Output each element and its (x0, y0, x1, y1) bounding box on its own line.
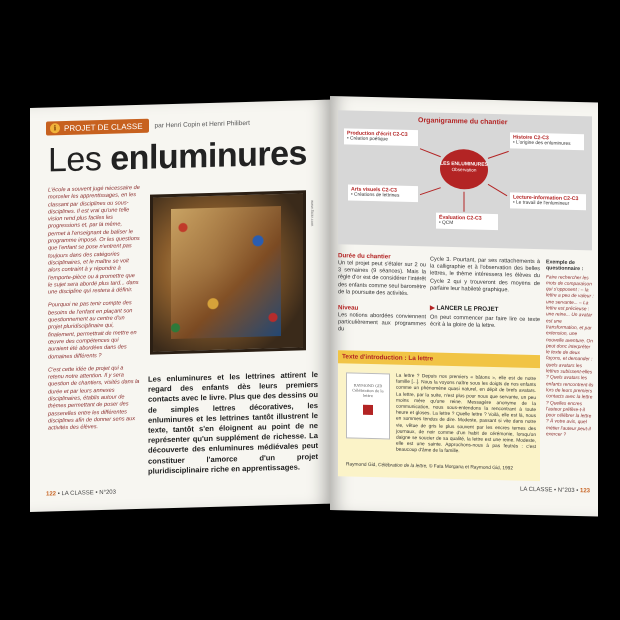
excerpt-text: La lettre ? Depuis nos premiers « bâtons », elle est de notre famille [...]. Nous la voyons naître sous les doigts de nos enfants comme un phénomène quasi naturel, en dépit de brefs avatars. La lettre, par la suite, n'est plus pour nous que servante, un peu moins mère qu'une reine. Messagère anonyme de la communication, nous sous-entendons la rencontrant à toute heure et gloses. La lettre ? Quelle lettre ? Voilà, elle est là, nous en sommes tendus de dire. Modeste, passant si vite dans notre vie, vêtue de gris le plus souvent par les encres ternes des journaux, de noir comme d'un habit de cérémonie, lorsqu'on daigne se soucier de sa qualité, la lettre est une reine. Modeste, elle est une sainte. Approchons-nous à pas feutrés : c'est beaucoup d'âme de la famille. (396, 373, 536, 455)
arrow-icon: ▶ (430, 304, 437, 312)
title-part2: enluminures (110, 134, 307, 178)
org-item-arts (348, 184, 418, 202)
lancer-heading (430, 304, 498, 313)
org-item-text: • Création poétique (347, 136, 388, 143)
org-item-title: Évaluation C2-C3 (439, 214, 482, 222)
questionnaire-sidebar (546, 259, 594, 439)
folio-text: LA CLASSE • N°203 • (520, 486, 579, 495)
image-credit: www.flickr.com (310, 200, 315, 227)
rubric-badge (46, 119, 149, 136)
arrow-connector (420, 148, 441, 157)
arrow-connector (488, 184, 508, 196)
caption-author: Raymond Gid, (346, 462, 378, 469)
org-item-title: Lecture-information C2-C3 (513, 194, 579, 203)
org-item-lecture (510, 192, 586, 210)
org-item-title: Production d'écrit C2-C3 (347, 130, 408, 138)
rubric-label: PROJET DE CLASSE (64, 121, 143, 133)
lancer-text: On peut commencer par faire lire ce texte écrit à la gloire de la lettre. (430, 314, 540, 330)
right-page (330, 96, 598, 517)
duree-heading: Durée du chantier (338, 252, 391, 261)
niveau-text: Les notions abordées conviennent particulièrement aux programmes du (338, 312, 426, 333)
org-center-node (440, 149, 488, 190)
org-item-text: • Le travail de l'enlumineur (513, 200, 570, 207)
caption-book: Célébration de la lettre, (378, 463, 428, 470)
intro-paragraph: C'est cette idée de projet qui a retenu notre attention. Il y sera question de chantiers, visités dans la durée et par leurs annexes disciplinaires, établis autour de thèmes permettant de poser des passerelles entre les différentes disciplines afin de donner sens aux activités des élèves. (48, 365, 140, 432)
page-title (48, 134, 307, 180)
page-number: 122 (46, 491, 57, 498)
info-icon: i (50, 123, 60, 133)
folio-right (520, 487, 590, 495)
intro-text-box (338, 350, 540, 481)
org-item-evaluation (436, 213, 498, 231)
center-sub: Observation (451, 166, 477, 173)
book-cover (346, 372, 390, 439)
org-item-title: Arts visuels C2-C3 (351, 186, 397, 194)
folio-left (46, 490, 116, 498)
org-chart (338, 110, 592, 250)
arrow-connector (488, 151, 509, 159)
org-item-histoire (510, 132, 584, 150)
cycle-text: Cycle 3. Pourtant, par ses rattachements à la calligraphie et à l'observation des belles lettres, le thème intéressera les élèves du Cycle 2 qui y trouveront des moyens de parfaire leur habileté graphique. (430, 256, 540, 294)
duree-text: Un tel projet peut s'étaler sur 2 ou 3 semaines (9 séances). Mais la règle d'or est de considérer l'intérêt des enfants comme seul baromètre de la poursuite des activités. (338, 260, 426, 297)
page-number: 123 (579, 488, 590, 495)
title-part1: Les (48, 139, 111, 180)
excerpt-caption (346, 462, 513, 471)
intro-column (48, 185, 140, 439)
org-item-text: • Créations de lettrines (351, 192, 400, 199)
org-item-text: • QCM (439, 220, 454, 227)
org-item-title: Histoire C2-C3 (513, 134, 549, 142)
book-title: Célébration de la lettre (352, 388, 384, 399)
arrow-connector (420, 187, 441, 195)
lancer-title: LANCER LE PROJET (436, 304, 499, 314)
folio-text: • LA CLASSE • N°203 (57, 489, 116, 498)
book-author: RAYMOND GID (353, 383, 383, 389)
org-item-production (344, 128, 418, 146)
intro-paragraph: Pourquoi ne pas tenir compte des besoins de l'enfant en plaçant son questionnement au centre d'un projet pluridisciplinaire qui, finalement, permettrait de mettre en œuvre des compétences qui auraient été abordées dans des domaines différents ? (48, 300, 137, 361)
niveau-heading: Niveau (338, 304, 359, 312)
arrow-connector (464, 192, 465, 212)
seal-icon (363, 405, 373, 415)
lead-paragraph: Les enluminures et les lettrines attirent le regard des enfants dès leurs premiers contacts avec le livre. Plus que des dessins ou de simples lettres décoratives, les enluminures et les lettrines tantôt illustrent le texte, tantôt s'en éloignent au point de ne représenter qu'un supplément de richesse. La découverte des enluminures médiévales peut constituer l'amorce d'un projet pluridisciplinaire riche en apprentissages. (148, 369, 318, 476)
authors: par Henri Copin et Henri Philibert (154, 119, 250, 130)
sidebar-title: Exemple de questionnaire : (546, 259, 584, 273)
intro-paragraph: L'école a souvent jugé nécessaire de morceler les apprentissages, en les classant par disciplines ou sous-disciplines. Il est vrai qu'une telle vision rend plus faciles les progressions et, par là même, permet à l'enseignant de baliser le programme imposé. Or les questions que l'enfant se pose n'entrent pas toujours dans des catégories disciplinaires, et le maître se voit alors contraint à y répondre à l'emporte-pièce ou à promettre que le sujet sera abordé plus tard... dans une discipline qui restera à définir. (48, 184, 140, 296)
left-page (30, 100, 330, 512)
org-chart-title: Organigramme du chantier (418, 117, 508, 127)
illuminated-manuscript-image (150, 190, 306, 354)
rubric (46, 116, 250, 136)
ornament-pattern (153, 193, 303, 351)
intro-text-heading: Texte d'introduction : La lettre (338, 350, 540, 368)
sidebar-text: Faire rechercher les mots de comparaison qui s'opposent : – la lettre a peu de valeur : une servante... – La lettre est précieuse : une reine... Un avatar est une transformation, et par extension, une nouvelle aventure. On peut donc interpréter le texte de deux façons, et demander : quels avatars les lettres subissent-elles ? Quels avatars les enfants rencontrent-ils lors de leurs premiers contacts avec la lettre ? Quelles encres l'auteur préfère-t-il pour célébrer la lettre ? À votre avis, quel métier l'auteur peut-il exercer ? (546, 274, 594, 438)
caption-rest: © Fata Morgana et Raymond Gid, 1992 (427, 464, 514, 472)
center-label: LES ENLUMINURES (440, 160, 488, 168)
org-item-text: • L'origine des enluminures (513, 140, 571, 147)
